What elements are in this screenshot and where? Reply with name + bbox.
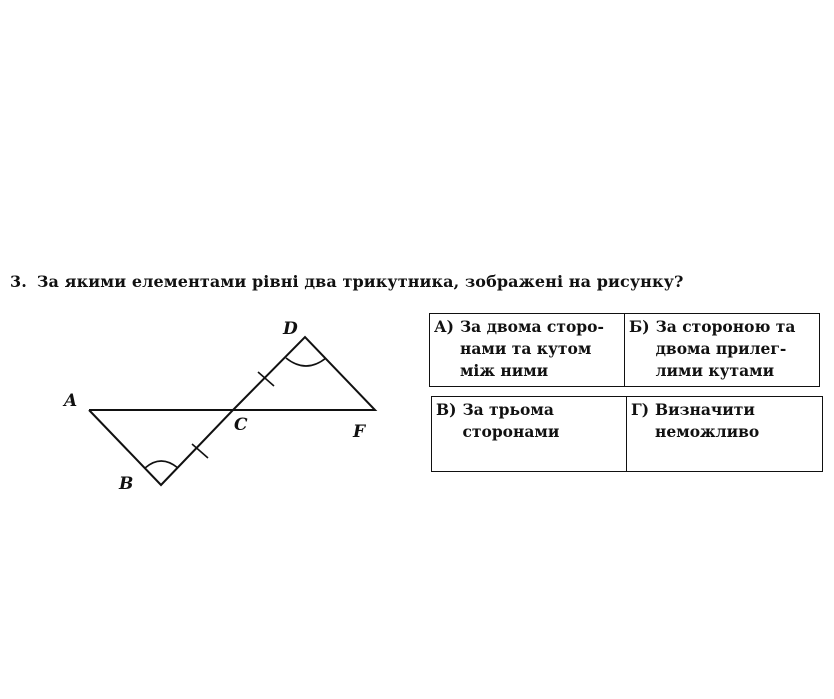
answer-options-row-1 (429, 313, 820, 387)
label-f: F (353, 422, 366, 442)
triangles-figure (50, 312, 390, 492)
label-a: A (64, 391, 78, 411)
question-text: За якими елементами рівні два трикутника, зображені на рисунку? (36, 272, 684, 291)
option-v-text: За трьома сторонами (462, 400, 560, 441)
tick-mark-cd (258, 372, 274, 386)
label-d: D (283, 319, 298, 339)
triangle-cdf (233, 337, 375, 410)
label-c: C (234, 415, 248, 435)
option-b-text: За стороною та двома прилег- лими кутами (655, 317, 796, 380)
option-v[interactable] (431, 396, 627, 472)
option-b-letter: Б) (629, 317, 650, 336)
angle-arc-b (145, 461, 178, 468)
triangle-abc (89, 410, 233, 485)
option-g[interactable] (627, 396, 823, 472)
angle-arc-d (286, 358, 326, 366)
option-g-text: Визначити неможливо (655, 400, 760, 441)
option-a-text: За двома сторо- нами та кутом між ними (459, 317, 604, 380)
option-g-letter: Г) (631, 400, 650, 419)
option-b[interactable] (625, 313, 820, 387)
option-v-letter: В) (436, 400, 457, 419)
label-b: B (119, 474, 134, 492)
option-a[interactable] (429, 313, 625, 387)
question-number: 3. (10, 272, 27, 291)
option-a-letter: А) (434, 317, 454, 336)
question-text-block (10, 272, 683, 291)
answer-options-row-2 (431, 396, 823, 472)
